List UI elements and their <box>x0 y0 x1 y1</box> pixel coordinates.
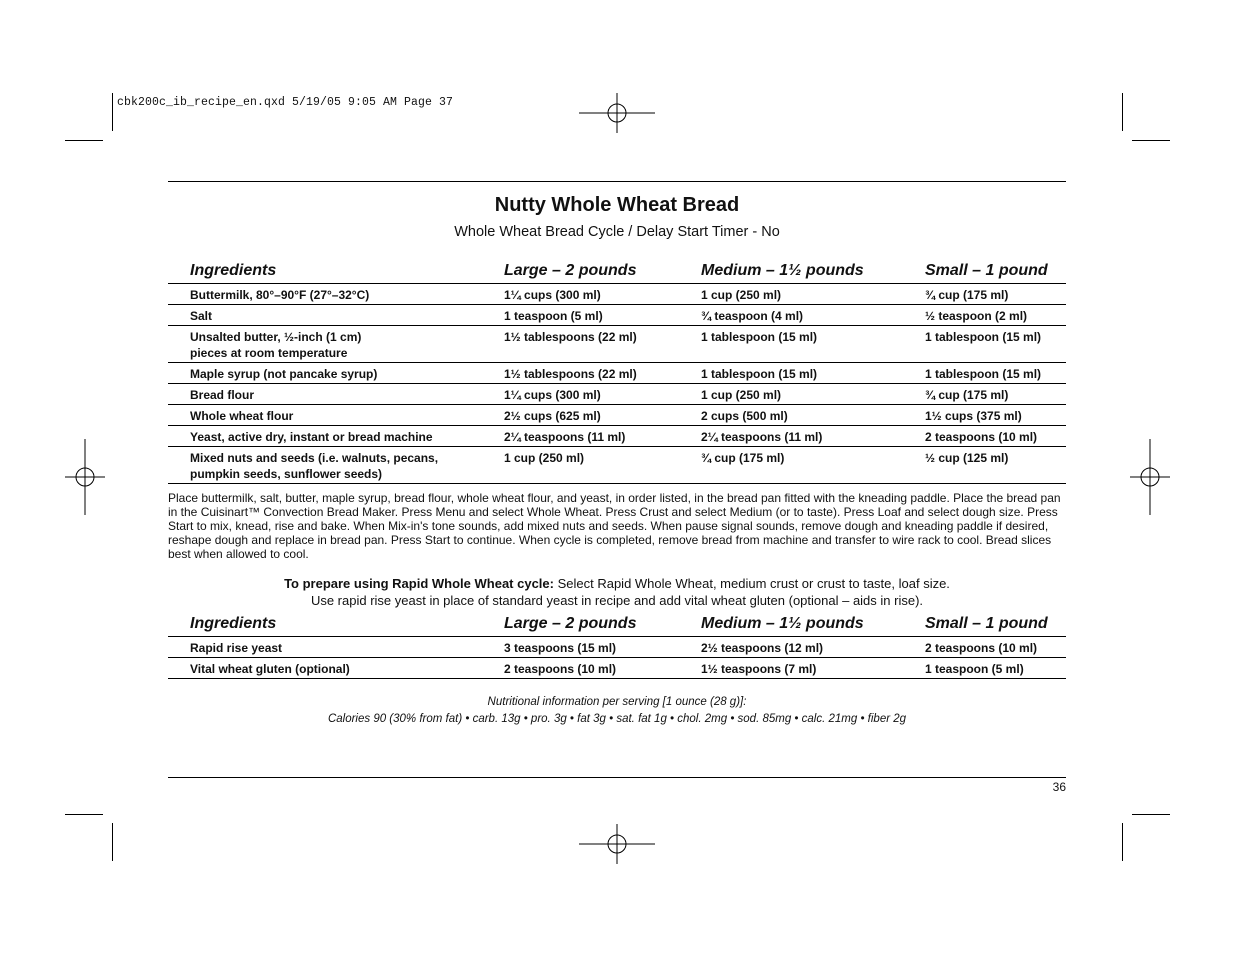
header-large: Large – 2 pounds <box>504 262 637 279</box>
cell-medium: 1 tablespoon (15 ml) <box>701 330 818 344</box>
rapid-cycle-text: Select Rapid Whole Wheat, medium crust or crust to taste, loaf size. <box>553 576 950 591</box>
cell-medium: 1 cup (250 ml) <box>701 388 782 402</box>
header-large: Large – 2 pounds <box>504 615 637 632</box>
cell-large: 1 cup (250 ml) <box>504 451 585 465</box>
ingredients-table <box>168 261 1066 484</box>
cell-small: ¾ cup (175 ml) <box>925 288 1009 302</box>
cell-ingredient: Buttermilk, 80°–90°F (27°–32°C) <box>190 288 370 302</box>
bottom-rule <box>168 777 1066 778</box>
cell-large: 1½ tablespoons (22 ml) <box>504 330 637 344</box>
table-row <box>168 426 1066 447</box>
header-ingredients: Ingredients <box>190 262 277 279</box>
cell-ingredient: Vital wheat gluten (optional) <box>190 662 350 676</box>
cell-small: 1 tablespoon (15 ml) <box>925 367 1042 381</box>
cell-large: 2¼ teaspoons (11 ml) <box>504 430 626 444</box>
table-row <box>168 363 1066 384</box>
cell-ingredient: Yeast, active dry, instant or bread machine <box>190 430 433 444</box>
cell-large: 3 teaspoons (15 ml) <box>504 641 617 655</box>
rapid-cycle-line2: Use rapid rise yeast in place of standard yeast in recipe and add vital wheat gluten (optional – aids in rise). <box>310 593 924 608</box>
cell-large: 1 teaspoon (5 ml) <box>504 309 603 323</box>
cell-medium: 1 tablespoon (15 ml) <box>701 367 818 381</box>
table-row <box>168 447 1066 484</box>
crop-mark <box>112 823 113 861</box>
cell-medium: 2 cups (500 ml) <box>701 409 788 423</box>
cell-small: 1 tablespoon (15 ml) <box>925 330 1042 344</box>
nutrition-values: Calories 90 (30% from fat) • carb. 13g • pro. 3g • fat 3g • sat. fat 1g • chol. 2mg • sod. 85mg • calc. 21mg • fiber 2g <box>327 712 907 725</box>
cell-large: 1¼ cups (300 ml) <box>504 288 601 302</box>
cell-large: 2 teaspoons (10 ml) <box>504 662 617 676</box>
crop-mark <box>1122 93 1123 131</box>
rapid-cycle-label: To prepare using Rapid Whole Wheat cycle: <box>284 576 554 591</box>
registration-mark <box>1112 439 1188 515</box>
table-row <box>168 658 1066 679</box>
cell-medium: ¾ teaspoon (4 ml) <box>701 309 804 323</box>
table-row <box>168 284 1066 305</box>
cell-medium: 2½ teaspoons (12 ml) <box>701 641 824 655</box>
cell-ingredient: Bread flour <box>190 388 255 402</box>
nutrition-heading: Nutritional information per serving [1 ounce (28 g)]: <box>487 696 747 708</box>
cell-small: 2 teaspoons (10 ml) <box>925 430 1038 444</box>
top-rule <box>168 181 1066 182</box>
crop-mark <box>1132 140 1170 141</box>
cell-medium: 2¼ teaspoons (11 ml) <box>701 430 823 444</box>
rapid-ingredients-table <box>168 614 1066 679</box>
cell-ingredient: Whole wheat flour <box>190 409 294 423</box>
print-slug: cbk200c_ib_recipe_en.qxd 5/19/05 9:05 AM Page 37 <box>117 96 454 109</box>
table-row <box>168 305 1066 326</box>
header-ingredients: Ingredients <box>190 615 277 632</box>
crop-mark <box>65 814 103 815</box>
cell-ingredient: Unsalted butter, ½-inch (1 cm) pieces at room temperature <box>190 330 362 360</box>
cell-small: 1 teaspoon (5 ml) <box>925 662 1024 676</box>
header-small: Small – 1 pound <box>925 262 1048 279</box>
crop-mark <box>1122 823 1123 861</box>
registration-mark <box>579 75 655 151</box>
header-small: Small – 1 pound <box>925 615 1048 632</box>
recipe-title: Nutty Whole Wheat Bread <box>494 194 740 216</box>
crop-mark <box>1132 814 1170 815</box>
cell-small: 2 teaspoons (10 ml) <box>925 641 1038 655</box>
crop-mark <box>65 140 103 141</box>
cell-ingredient: Maple syrup (not pancake syrup) <box>190 367 378 381</box>
nutrition-info <box>168 694 1066 727</box>
cell-small: 1½ cups (375 ml) <box>925 409 1022 423</box>
header-medium: Medium – 1½ pounds <box>701 615 864 632</box>
page-number: 36 <box>1052 780 1066 794</box>
header-medium: Medium – 1½ pounds <box>701 262 864 279</box>
rapid-cycle-note <box>168 575 1066 609</box>
instructions-paragraph: Place buttermilk, salt, butter, maple syrup, bread flour, whole wheat flour, and yeast, in order listed, in the bread pan fitted with the kneading paddle. Place the bread pan in the Cuisinart™ Convection Bread Maker. Press Menu and select Whole Wheat. Press Crust and select Medium (or to taste). Press Loaf and select dough size. Press Start to mix, knead, rise and bake. When Mix-in's tone sounds, add mixed nuts and seeds. When pause signal sounds, remove dough and kneading paddle if desired, reshape dough and replace in bread pan. Press Start to continue. When cycle is completed, remove bread from machine and transfer to wire rack to cool. Bread slices best when allowed to cool. <box>168 491 1061 561</box>
table-row <box>168 405 1066 426</box>
cell-large: 1¼ cups (300 ml) <box>504 388 601 402</box>
cell-large: 2½ cups (625 ml) <box>504 409 601 423</box>
cell-medium: 1 cup (250 ml) <box>701 288 782 302</box>
cell-small: ½ cup (125 ml) <box>925 451 1009 465</box>
table-row <box>168 326 1066 363</box>
cell-ingredient: Rapid rise yeast <box>190 641 283 655</box>
registration-mark <box>47 439 123 515</box>
registration-mark <box>579 806 655 882</box>
cell-medium: ¾ cup (175 ml) <box>701 451 785 465</box>
cell-ingredient: Salt <box>190 309 213 323</box>
recipe-subtitle: Whole Wheat Bread Cycle / Delay Start Timer - No <box>454 224 780 240</box>
table-row <box>168 384 1066 405</box>
cell-medium: 1½ teaspoons (7 ml) <box>701 662 817 676</box>
cell-large: 1½ tablespoons (22 ml) <box>504 367 637 381</box>
crop-mark <box>112 93 113 131</box>
cell-small: ¾ cup (175 ml) <box>925 388 1009 402</box>
cell-small: ½ teaspoon (2 ml) <box>925 309 1028 323</box>
table-header <box>168 614 1066 637</box>
cell-ingredient: Mixed nuts and seeds (i.e. walnuts, pecans, pumpkin seeds, sunflower seeds) <box>190 451 439 481</box>
table-row <box>168 637 1066 658</box>
table-header <box>168 261 1066 284</box>
